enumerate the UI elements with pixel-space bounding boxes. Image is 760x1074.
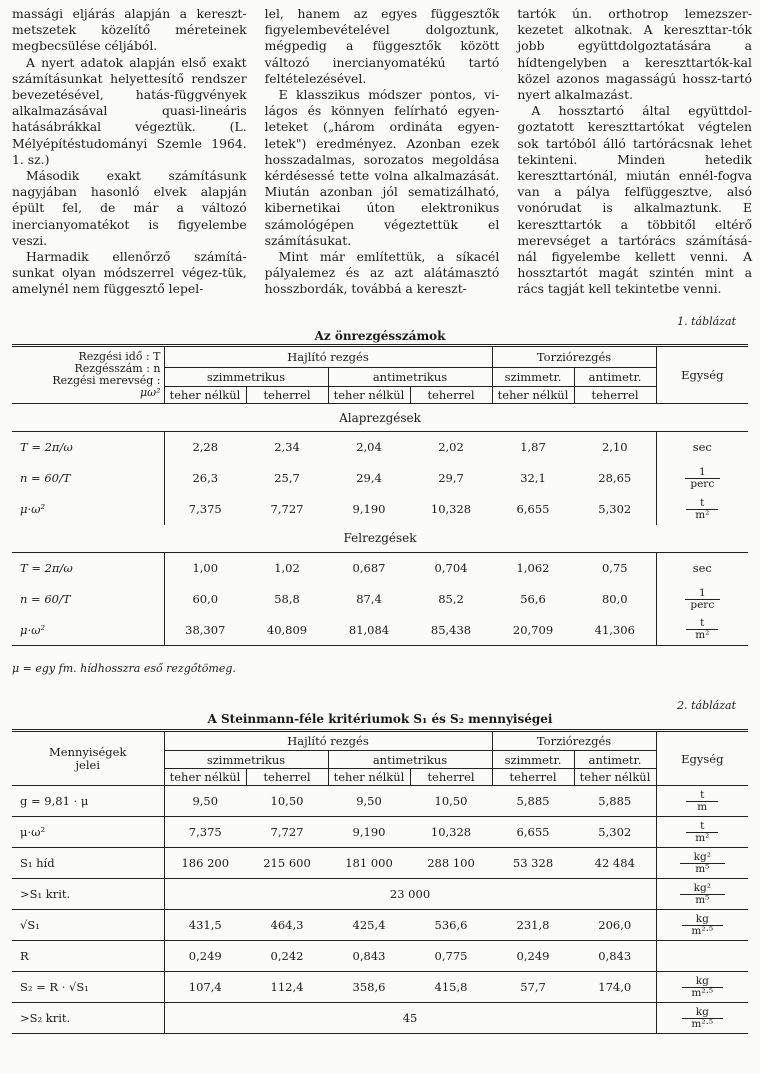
row-label: >S₂ krit. [12,1003,164,1034]
header-torzio: Torziórezgés [492,346,656,368]
header-antimetrikus: antimetrikus [328,751,492,769]
unit-numerator: kg² [680,852,725,864]
table-1-tag: 1. táblázat [677,315,736,328]
row-label: >S₁ krit. [12,879,164,910]
value-cell: 7,375 [164,817,246,848]
value-cell: 0,704 [434,561,468,576]
value-cell: 85,2 [438,592,464,606]
table-row [12,494,748,525]
row-label: T = 2π/ω [12,553,164,584]
paragraph: A hossztartó által együttdol-goztatott kereszttartókat végtelen sok tartóból álló tartórácsnak lehet tekinteni. Minden hetedik kereszttartónál, miután ennél-fogva van a pálya felfüggesztve, alsó vonórudat is alkalmaztunk. E kereszttartók a többitől eltérő merevséget a tartórács számításá-nál figyelembe kellett venni. A hossztartót magát szintén mint a rács tagját kell tekintetbe venni. [517,103,753,297]
stub-header [12,346,164,404]
value-cell: 26,3 [192,471,219,485]
unit-fraction [685,467,720,490]
stub-line: Rezgési merevség : [52,374,161,387]
value-cell: 1,87 [520,440,546,455]
value-cell: 81,084 [328,615,410,646]
value-cell: 0,775 [410,941,492,972]
value-cell: 9,50 [328,786,410,817]
unit-cell [656,494,748,525]
unit-denominator: m⁵ [695,862,710,875]
unit-fraction [686,498,718,521]
value-cell: 536,6 [410,910,492,941]
unit-denominator: m²·⁵ [691,924,714,937]
unit-fraction [686,821,718,844]
value-cell: 6,655 [516,502,550,516]
value-cell: 0,687 [352,561,386,576]
header-torzio: Torziórezgés [492,731,656,751]
stub-header [12,731,164,786]
header-teherrel: teherrel [410,387,492,404]
row-label: n = 60/T [12,463,164,494]
value-cell: 9,190 [328,817,410,848]
value-cell: 464,3 [246,910,328,941]
row-label: √S₁ [12,910,164,941]
value-cell: 9,190 [352,502,386,516]
value-cell: 38,307 [164,615,246,646]
paragraph: Második exakt számításunk nagyjában hasonló elvek alapján épült fel, de már a változó inercianyomatékot is figyelembe veszi. [12,168,247,248]
value-cell: 7,727 [270,502,304,516]
value-cell: 288 100 [410,848,492,879]
value-cell: 358,6 [328,972,410,1003]
unit-fraction [680,883,725,906]
table-1 [12,344,748,646]
unit-numerator: t [686,498,718,510]
header-sub: teher nélkül [164,769,246,786]
header-sub: teher nélkül [328,769,410,786]
section-title: Alaprezgések [12,404,748,432]
table-row [12,817,748,848]
unit-denominator: m²·⁵ [691,986,714,999]
value-cell: 2,10 [574,432,656,463]
value-cell: 7,727 [246,817,328,848]
value-cell: 40,809 [246,615,328,646]
value-cell: 0,843 [328,941,410,972]
header-teher-nelkul: teher nélkül [328,387,410,404]
text-columns [12,6,752,306]
header-hajlito: Hajlító rezgés [164,731,492,751]
value-cell: 5,302 [574,817,656,848]
value-cell: 2,28 [192,440,219,455]
row-label: μ·ω² [12,494,164,525]
value-cell: 2,04 [356,440,382,455]
unit-text: sec [692,440,712,455]
value-cell: 53 328 [492,848,574,879]
unit-cell [656,910,748,941]
value-cell: 10,50 [410,786,492,817]
unit-numerator: kg [682,1007,723,1019]
text-column-1 [12,6,247,306]
table-2-tag: 2. táblázat [677,699,736,712]
value-cell: 57,7 [492,972,574,1003]
unit-numerator: 1 [685,588,720,600]
header-antimetr: antimetr. [574,368,656,387]
row-label: R [12,941,164,972]
value-cell: 181 000 [328,848,410,879]
unit-cell [656,941,748,972]
value-cell: 10,50 [246,786,328,817]
row-label: n = 60/T [12,584,164,615]
header-sub: teherrel [410,769,492,786]
value-cell: 29,7 [438,471,464,485]
unit-fraction [680,852,725,875]
value-cell: 425,4 [328,910,410,941]
value-cell: 25,7 [274,471,300,485]
row-label: g = 9,81 · μ [12,786,164,817]
value-cell: 1,062 [516,561,550,576]
table-row [12,432,748,463]
row-label: T = 2π/ω [12,432,164,463]
value-cell: 10,328 [430,502,472,516]
row-label: S₁ híd [12,848,164,879]
paragraph: massági eljárás alapján a kereszt-metszetek közelítő méreteinek megbecsülése céljából. [12,6,247,54]
value-cell: 415,8 [410,972,492,1003]
paragraph: Harmadik ellenőrző számítá-sunkat olyan módszerrel végez-tük, amelynél nem függesztő lepel- [12,249,247,297]
value-cell: 41,306 [574,615,656,646]
header-sub: teherrel [246,769,328,786]
unit-denominator: m² [695,629,710,642]
unit-denominator: m²·⁵ [691,1017,714,1030]
unit-cell [656,1003,748,1034]
unit-numerator: kg [682,914,723,926]
table-row [12,553,748,584]
unit-denominator: m² [695,831,710,844]
value-cell: 215 600 [246,848,328,879]
value-cell: 80,0 [574,584,656,615]
stub-line: jelei [75,757,101,772]
header-egyseg: Egység [656,346,748,404]
table-row [12,972,748,1003]
value-cell: 174,0 [574,972,656,1003]
unit-cell [656,584,748,615]
table-row [12,941,748,972]
header-antimetrikus: antimetrikus [328,368,492,387]
unit-cell [656,553,748,584]
value-cell: 0,249 [492,941,574,972]
section-row [12,404,748,432]
table-row [12,910,748,941]
value-cell: 6,655 [492,817,574,848]
unit-cell [656,972,748,1003]
stub-line: Rezgési idő : T [78,350,161,363]
unit-fraction [686,790,718,813]
value-cell: 32,1 [520,471,546,485]
table-row [12,463,748,494]
table-1-footnote: μ = egy fm. hídhosszra eső rezgőtömeg. [12,662,236,675]
value-cell: 0,75 [574,553,656,584]
value-cell: 0,242 [246,941,328,972]
header-egyseg: Egység [656,731,748,786]
value-cell: 431,5 [164,910,246,941]
table-1-title: Az önrezgésszámok [314,329,446,343]
value-cell: 10,328 [410,817,492,848]
table-row [12,848,748,879]
unit-cell [656,615,748,646]
unit-denominator: m [697,800,708,813]
paragraph: E klasszikus módszer pontos, vi-lágos és könnyen felírható egyen-leteket („három ordináta egyen-letek") eredményez. Azonban ezek hosszadalmas, sorozatos megoldása kérdésessé tette volna alkalmazását. Miután azonban jól sematizálható, kibernetikai úton elektronikus számológépen végeztettük el számításukat. [264,87,500,248]
value-cell: 2,34 [274,440,300,455]
paragraph: Mint már említettük, a síkacél pályalemez és az azt alátámasztó hosszbordák, továbbá a kereszt- [264,249,500,297]
value-cell: 107,4 [164,972,246,1003]
value-cell: 0,843 [574,941,656,972]
value-cell: 0,249 [164,941,246,972]
value-cell: 5,302 [574,494,656,525]
table-row [12,615,748,646]
unit-cell [656,463,748,494]
stub-line: μω² [139,386,161,399]
value-cell: 206,0 [574,910,656,941]
value-cell: 186 200 [164,848,246,879]
table-row [12,786,748,817]
value-cell: 5,885 [492,786,574,817]
unit-cell [656,817,748,848]
section-title: Felrezgések [12,525,748,553]
unit-cell [656,848,748,879]
value-cell: 2,02 [438,440,464,455]
paragraph: tartók ún. orthotrop lemezszer-kezetet alkotnak. A kereszttar-tók jobb együttdolgoztatására a hídtengelyben a kereszttartók-kal közel azonos magasságú hossz-tartó nyert alkalmazást. [517,6,753,103]
value-cell: 87,4 [356,592,382,606]
unit-denominator: perc [690,598,715,611]
unit-numerator: kg [682,976,723,988]
header-sub: teher nélkül [574,769,656,786]
value-cell: 231,8 [492,910,574,941]
header-teherrel: teherrel [574,387,656,404]
value-cell: 9,50 [164,786,246,817]
value-cell: 20,709 [492,615,574,646]
value-cell: 28,65 [574,463,656,494]
table-2 [12,729,748,1034]
value-cell: 29,4 [356,471,382,485]
unit-denominator: perc [690,477,715,490]
row-label: μ·ω² [12,817,164,848]
text-column-3 [517,6,752,306]
value-cell: 5,885 [574,786,656,817]
unit-denominator: m⁵ [695,893,710,906]
table-2-title: A Steinmann-féle kritériumok S₁ és S₂ mennyiségei [207,712,553,726]
unit-fraction [682,976,723,999]
value-cell: 58,8 [274,592,300,606]
value-cell: 42 484 [574,848,656,879]
unit-cell [656,786,748,817]
header-szimmetr: szimmetr. [492,368,574,387]
spanning-value: 45 [164,1003,656,1034]
header-szimmetr: szimmetr. [492,751,574,769]
header-szimmetrikus: szimmetrikus [164,368,328,387]
value-cell: 112,4 [246,972,328,1003]
value-cell: 1,00 [192,561,219,576]
unit-fraction [682,1007,723,1030]
unit-cell [656,432,748,463]
stub-line: Rezgésszám : n [74,362,161,375]
unit-numerator: kg² [680,883,725,895]
spanning-value: 23 000 [164,879,656,910]
header-sub: teherrel [492,769,574,786]
table-row [12,1003,748,1034]
unit-fraction [685,588,720,611]
paragraph: A nyert adatok alapján első exakt számításunkat helyettesítő rendszer bevezetésével, hatás-függvények alkalmazásával quasi-lineáris hatásábrákkal végeztük. (L. Mélyépítéstudományi Szemle 1964. 1. sz.) [12,54,247,167]
unit-denominator: m² [695,508,710,521]
value-cell: 85,438 [410,615,492,646]
unit-fraction [682,914,723,937]
unit-numerator: t [686,821,718,833]
unit-text: sec [692,561,712,576]
unit-fraction [686,618,718,641]
unit-numerator: t [686,790,718,802]
value-cell: 7,375 [188,502,222,516]
header-szimmetrikus: szimmetrikus [164,751,328,769]
text-column-2 [265,6,500,306]
value-cell: 60,0 [192,592,219,606]
header-teherrel: teherrel [246,387,328,404]
stub-line: Mennyiségek [49,744,127,759]
paragraph: lel, hanem az egyes függesztők figyelembevételével dolgoztunk, mégpedig a függesztők között változó inercianyomatékú tartó feltételezésével. [264,6,500,86]
header-antimetr: antimetr. [574,751,656,769]
unit-numerator: t [686,618,718,630]
header-hajlito: Hajlító rezgés [164,346,492,368]
row-label: μ·ω² [12,615,164,646]
table-row [12,584,748,615]
unit-numerator: 1 [685,467,720,479]
row-label: S₂ = R · √S₁ [12,972,164,1003]
value-cell: 1,02 [274,561,300,576]
header-teher-nelkul: teher nélkül [164,387,246,404]
header-teher-nelkul: teher nélkül [492,387,574,404]
table-row [12,879,748,910]
value-cell: 56,6 [520,592,546,606]
section-row [12,525,748,553]
unit-cell [656,879,748,910]
